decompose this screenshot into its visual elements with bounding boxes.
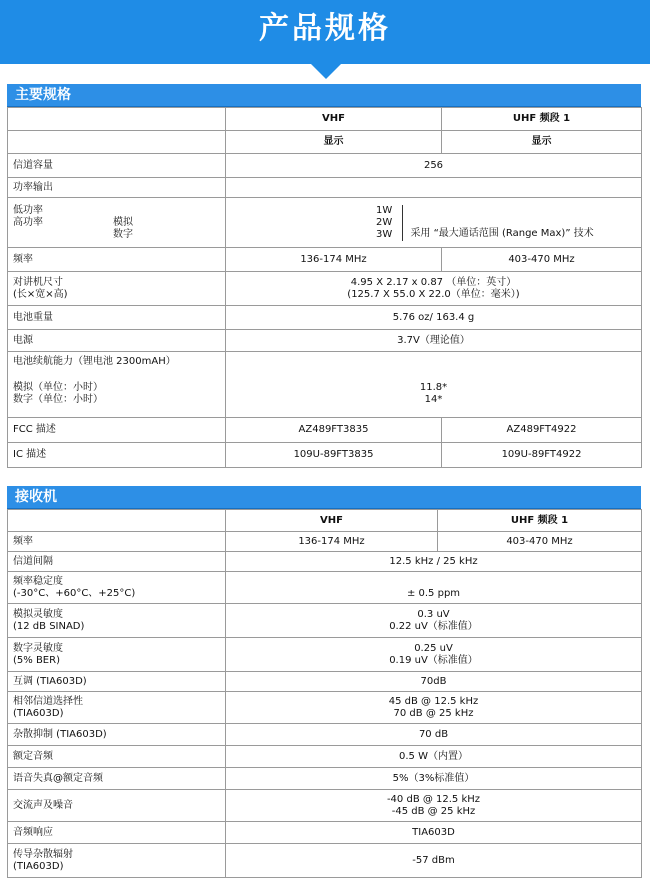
- table-row: [8, 198, 642, 248]
- row-label: [8, 604, 226, 638]
- table-row: [8, 306, 642, 330]
- range-max-note: 采用 “最大通话范围 (Range Max)” 技术: [410, 227, 594, 239]
- table-row: [8, 692, 642, 724]
- dimensions-mm: (125.7 X 55.0 X 22.0（单位：毫米）): [347, 288, 520, 300]
- adjacent-12-5: 45 dB @ 12.5 kHz: [388, 695, 479, 707]
- power-1w: 1W: [376, 204, 393, 216]
- row-label: 电池重量: [8, 306, 226, 330]
- row-value: 0.5 W（内置）: [226, 746, 642, 768]
- adjacent-25: 70 dB @ 25 kHz: [393, 707, 474, 719]
- ic-uhf: 109U-89FT4922: [442, 443, 642, 468]
- display-vhf: 显示: [226, 131, 442, 154]
- row-value: 70 dB: [226, 724, 642, 746]
- digital-sensitivity-value: 0.25 uV: [414, 642, 453, 654]
- col-header-uhf: UHF 频段 1: [442, 108, 642, 131]
- row-label: FCC 描述: [8, 418, 226, 443]
- high-power-label: 高功率: [13, 216, 43, 228]
- col-header-vhf: VHF: [226, 108, 442, 131]
- row-value: TIA603D: [226, 822, 642, 844]
- dimensions-label: 对讲机尺寸: [13, 276, 63, 288]
- table-cell: [226, 178, 642, 198]
- power-level-labels: [8, 198, 226, 248]
- table-row: [8, 604, 642, 638]
- power-3w: 3W: [376, 228, 393, 240]
- analog-sensitivity-sublabel: (12 dB SINAD): [13, 620, 85, 632]
- conducted-sublabel: (TIA603D): [13, 860, 64, 872]
- table-row: [8, 131, 642, 154]
- table-row: [8, 552, 642, 572]
- freq-stability-label: 频率稳定度: [13, 575, 63, 587]
- digital-label: 数字: [113, 228, 133, 240]
- analog-hours-label: 模拟（单位：小时）: [13, 382, 103, 393]
- row-label: 杂散抑制 (TIA603D): [8, 724, 226, 746]
- receiver-heading: 接收机: [7, 486, 641, 509]
- main-specs-section: [7, 84, 641, 468]
- row-label: 功率输出: [8, 178, 226, 198]
- row-label: 互调 (TIA603D): [8, 672, 226, 692]
- table-row: [8, 443, 642, 468]
- row-label: 频率: [8, 248, 226, 272]
- col-header-uhf: UHF 频段 1: [438, 510, 642, 532]
- table-row: [8, 108, 642, 131]
- row-value: [226, 604, 642, 638]
- table-row: [8, 272, 642, 306]
- row-label: 音频响应: [8, 822, 226, 844]
- table-row: [8, 638, 642, 672]
- digital-sensitivity-typical: 0.19 uV（标准值）: [389, 654, 478, 666]
- row-label: 语音失真@额定音频: [8, 768, 226, 790]
- table-row: [8, 822, 642, 844]
- row-label: 电源: [8, 330, 226, 352]
- main-specs-heading: 主要规格: [7, 84, 641, 107]
- freq-vhf: 136-174 MHz: [226, 248, 442, 272]
- table-row: [8, 352, 642, 418]
- fcc-uhf: AZ489FT4922: [442, 418, 642, 443]
- battery-life-label: 电池续航能力（锂电池 2300mAH）: [13, 356, 176, 367]
- battery-life-values: [226, 352, 642, 418]
- row-label: [8, 692, 226, 724]
- power-bracket: [376, 205, 403, 241]
- row-label: [8, 572, 226, 604]
- table-row: [8, 154, 642, 178]
- digital-hours-value: 14*: [424, 394, 443, 405]
- analog-label: 模拟: [113, 216, 133, 228]
- row-label: IC 描述: [8, 443, 226, 468]
- freq-vhf: 136-174 MHz: [226, 532, 438, 552]
- table-row: [8, 330, 642, 352]
- row-label: [8, 272, 226, 306]
- table-row: [8, 178, 642, 198]
- row-label: [8, 638, 226, 672]
- table-row: [8, 572, 642, 604]
- display-uhf: 显示: [442, 131, 642, 154]
- dimensions-sublabel: (长×宽×高): [13, 288, 68, 300]
- freq-uhf: 403-470 MHz: [442, 248, 642, 272]
- table-row: [8, 510, 642, 532]
- row-value: [226, 790, 642, 822]
- table-row: [8, 844, 642, 878]
- table-row: [8, 790, 642, 822]
- receiver-section: [7, 486, 641, 878]
- freq-stability-sublabel: (-30°C、+60°C、+25°C): [13, 587, 136, 599]
- battery-life-labels: [8, 352, 226, 418]
- page-title: 产品规格: [259, 11, 391, 46]
- adjacent-label: 相邻信道选择性: [13, 695, 83, 707]
- fcc-vhf: AZ489FT3835: [226, 418, 442, 443]
- ic-vhf: 109U-89FT3835: [226, 443, 442, 468]
- main-specs-table: [7, 107, 642, 468]
- row-label: [8, 844, 226, 878]
- row-label: 交流声及噪音: [8, 790, 226, 822]
- freq-uhf: 403-470 MHz: [438, 532, 642, 552]
- hum-noise-12-5: -40 dB @ 12.5 kHz: [386, 793, 481, 805]
- row-value: 70dB: [226, 672, 642, 692]
- row-value: ± 0.5 ppm: [226, 572, 642, 604]
- row-value: 5%（3%标准值）: [226, 768, 642, 790]
- analog-sensitivity-value: 0.3 uV: [417, 608, 450, 620]
- table-row: [8, 532, 642, 552]
- analog-sensitivity-typical: 0.22 uV（标准值）: [389, 620, 478, 632]
- row-label: 额定音频: [8, 746, 226, 768]
- row-value: [226, 638, 642, 672]
- col-header-vhf: VHF: [226, 510, 438, 532]
- digital-sensitivity-sublabel: (5% BER): [13, 654, 60, 666]
- row-label: 频率: [8, 532, 226, 552]
- row-value: -57 dBm: [226, 844, 642, 878]
- low-power-label: 低功率: [13, 204, 43, 216]
- row-value: 256: [226, 154, 642, 178]
- row-value: 12.5 kHz / 25 kHz: [226, 552, 642, 572]
- banner-arrow-pointer: [310, 63, 342, 79]
- adjacent-sublabel: (TIA603D): [13, 707, 64, 719]
- row-value: 5.76 oz/ 163.4 g: [226, 306, 642, 330]
- table-row: [8, 248, 642, 272]
- table-row: [8, 418, 642, 443]
- conducted-label: 传导杂散辐射: [13, 848, 73, 860]
- digital-hours-label: 数字（单位：小时）: [13, 394, 103, 405]
- row-label: 信道间隔: [8, 552, 226, 572]
- row-value: [226, 692, 642, 724]
- dimensions-inches: 4.95 X 2.17 x 0.87 （单位：英寸）: [350, 276, 517, 288]
- row-value: 3.7V（理论值）: [226, 330, 642, 352]
- analog-hours-value: 11.8*: [419, 382, 448, 393]
- row-label: 信道容量: [8, 154, 226, 178]
- table-cell: [8, 510, 226, 532]
- row-value: [226, 272, 642, 306]
- receiver-table: [7, 509, 642, 878]
- table-cell: [8, 108, 226, 131]
- hum-noise-25: -45 dB @ 25 kHz: [391, 805, 476, 817]
- analog-sensitivity-label: 模拟灵敏度: [13, 608, 63, 620]
- table-row: [8, 768, 642, 790]
- power-2w: 2W: [376, 216, 393, 228]
- digital-sensitivity-label: 数字灵敏度: [13, 642, 63, 654]
- power-level-values: [226, 198, 642, 248]
- table-row: [8, 724, 642, 746]
- table-cell: [8, 131, 226, 154]
- table-row: [8, 672, 642, 692]
- table-row: [8, 746, 642, 768]
